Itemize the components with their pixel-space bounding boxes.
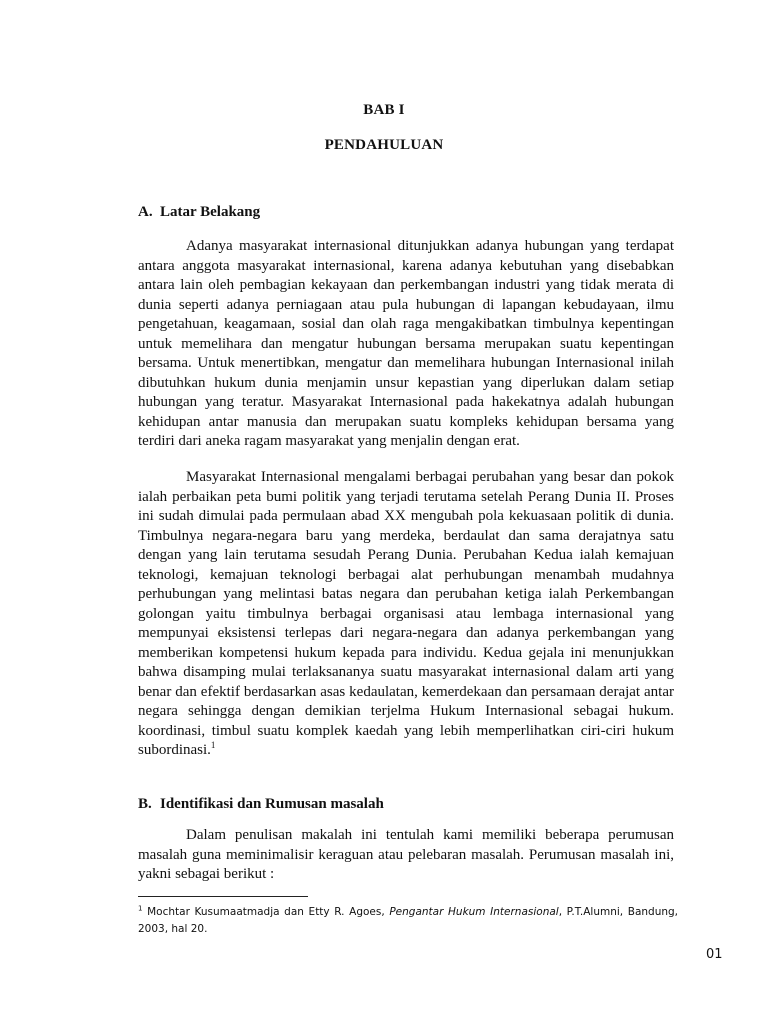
footnote-publisher: , P.T.Alumni, Bandung, 2003, hal 20.: [138, 906, 679, 935]
paragraph-latar-belakang-2-text: Masyarakat Internasional mengalami berbagai perubahan yang besar dan pokok ialah perbaikan peta bumi politik yang terjadi terutama setelah Perang Dunia II. Proses ini sudah dimulai pada permulaan abad XX mengubah pola kekuasaan politik di dunia. Timbulnya negara-negara baru yang merdeka, berdaulat dan sama derajatnya satu dengan yang lain terutama sesudah Perang Dunia. Perubahan Kedua ialah kemajuan teknologi, kemajuan teknologi berbagai alat perhubungan menambah mudahnya perhubungan yang melintasi batas negara dan perubahan ketiga ialah Perkembangan golongan yaitu timbulnya berbagai organisasi atau lembaga internasional yang mempunyai eksistensi terlepas dari negara-negara dan adanya perkembangan yang memberikan kompetensi hukum kepada para individu. Kedua gejala ini menunjukkan bahwa disamping mulai terlaksananya suatu masyarakat internasional dalam arti yang benar dan efektif berdasarkan asas kedaulatan, kemerdekaan dan persamaan derajat antar negara sehingga dengan demikian terjelma Hukum Internasional sebagai hukum. koordinasi, timbul suatu komplek kaedah yang lebih memperlihatkan ciri-ciri hukum subordinasi.: [138, 469, 674, 758]
section-b-letter: B.: [138, 796, 152, 812]
section-b-title: Identifikasi dan Rumusan masalah: [160, 796, 384, 812]
footnote-reference: 1: [210, 740, 216, 750]
footnote-divider: [138, 896, 308, 897]
paragraph-latar-belakang-2: [138, 468, 674, 761]
chapter-title: PENDAHULUAN: [324, 137, 444, 153]
paragraph-latar-belakang-1: Adanya masyarakat internasional ditunjukkan adanya hubungan yang terdapat antara anggota masyarakat internasional, karena adanya kebutuhan yang disebabkan antara lain oleh pembagian kekayaan dan perkembangan industri yang tidak merata di dunia seperti adanya perniagaan atau pula hubungan di lapangan kebudayaan, ilmu pengetahuan, keagamaan, sosial dan olah raga mengakibatkan timbulnya kepentingan untuk memelihara dan mengatur hubungan bersama merupakan suatu kepentingan bersama. Untuk menertibkan, mengatur dan memelihara hubungan Internasional inilah dibutuhkan hukum dunia menjamin unsur kepastian yang diperlukan dalam setiap hubungan yang teratur. Masyarakat Internasional pada hakekatnya adalah hubungan kehidupan antar manusia dan merupakan suatu kompleks kehidupan bersama yang terdiri dari aneka ragam masyarakat yang menjalin dengan erat.: [138, 238, 674, 449]
section-a-heading: [138, 204, 260, 221]
page-number: 01: [706, 947, 723, 962]
footnote-marker: 1: [138, 904, 143, 913]
section-a-letter: A.: [138, 204, 153, 220]
footnote-authors: Mochtar Kusumaatmadja dan Etty R. Agoes,: [147, 906, 390, 918]
footnote-book-title: Pengantar Hukum Internasional: [389, 906, 559, 918]
chapter-number: BAB I: [363, 102, 405, 118]
footnote: [138, 904, 678, 938]
paragraph-rumusan-masalah: Dalam penulisan makalah ini tentulah kami memiliki beberapa perumusan masalah guna meminimalisir keraguan atau pelebaran masalah. Perumusan masalah ini, yakni sebagai berikut :: [138, 827, 674, 882]
section-a-title: Latar Belakang: [160, 204, 261, 220]
section-b-heading: [138, 796, 384, 813]
